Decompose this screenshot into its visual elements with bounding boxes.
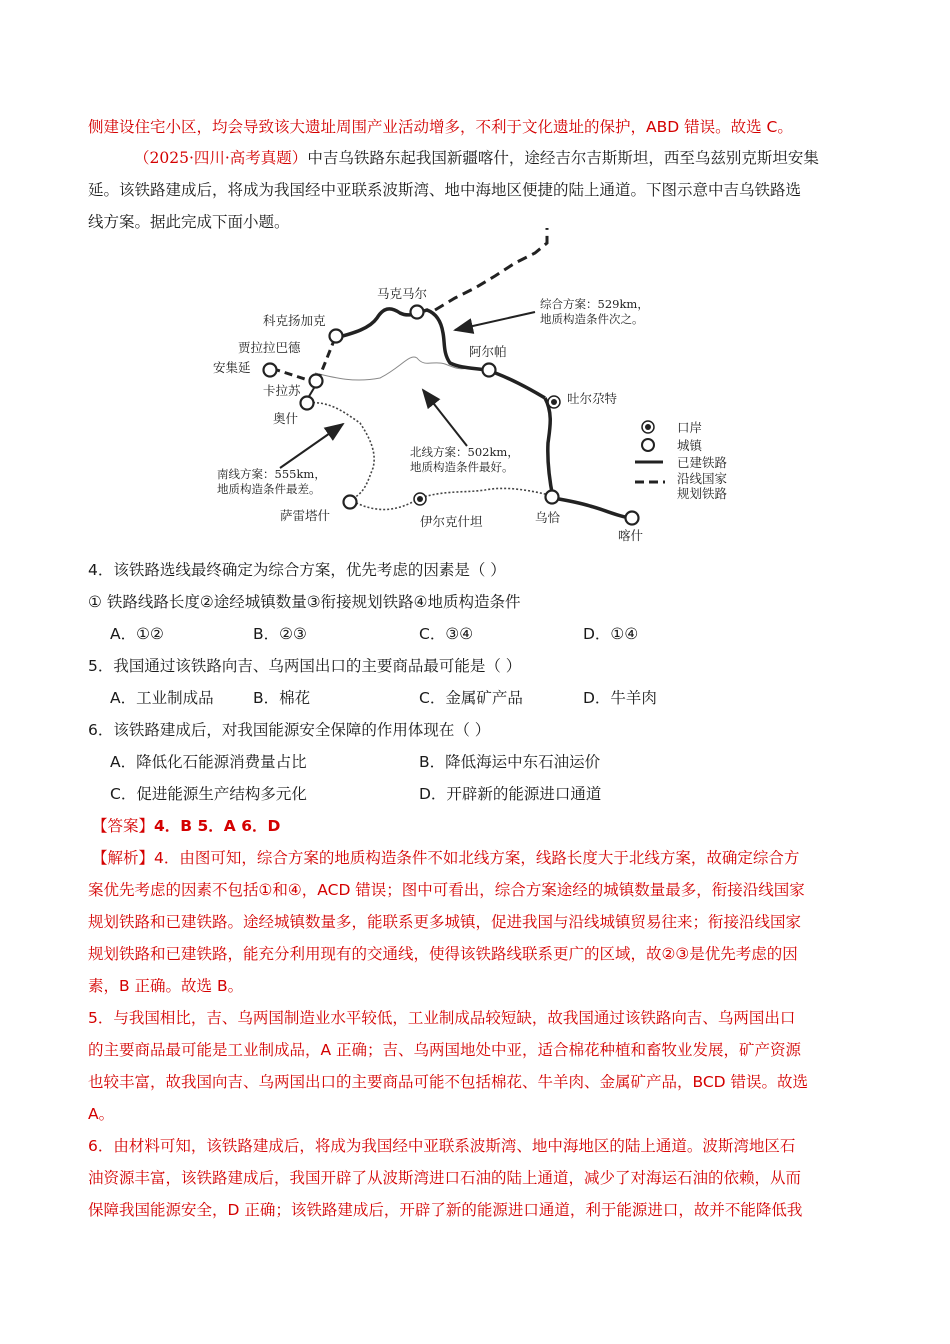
q6-option-d: D．开辟新的能源进口通道 xyxy=(419,785,602,803)
question-source: （2025·四川·高考真题） xyxy=(134,149,308,167)
label-makemaer: 马克马尔 xyxy=(377,286,428,301)
q5-option-d: D．牛羊肉 xyxy=(583,689,657,707)
city-wuqia xyxy=(546,491,559,504)
railway-route-map xyxy=(205,228,745,548)
answer-line xyxy=(92,815,872,837)
analysis-text-1: 4．由图可知，综合方案的地质构造条件不如北线方案，线路长度大于北线方案，故确定综合方 xyxy=(154,849,800,867)
city-aoshi xyxy=(301,397,314,410)
analysis-label: 【解析】 xyxy=(92,849,155,867)
legend-town-label: 城镇 xyxy=(677,438,703,453)
q4-option-b: B．②③ xyxy=(253,625,307,643)
q5-option-c: C．金属矿产品 xyxy=(419,689,523,707)
arrow-north xyxy=(423,390,467,446)
question-6-stem: 6．该铁路建成后，对我国能源安全保障的作用体现在（ ） xyxy=(88,721,491,739)
label-aerpa: 阿尔帕 xyxy=(469,344,507,359)
map-legend xyxy=(635,420,728,501)
analysis-line-3: 规划铁路和已建铁路。途经城镇数量多，能联系更多城镇，促进我国与沿线城镇贸易往来；衔接沿线国家 xyxy=(88,913,802,931)
legend-planned-label-1: 沿线国家 xyxy=(677,471,728,486)
answer-label: 【答案】 xyxy=(92,817,155,835)
city-kekeyangjiake xyxy=(330,330,343,343)
q4-option-a: A．①② xyxy=(110,625,164,643)
q6-option-b: B．降低海运中东石油运价 xyxy=(419,753,601,771)
analysis-line-1 xyxy=(92,847,872,869)
q5-option-b: B．棉花 xyxy=(253,689,311,707)
arrow-south xyxy=(280,424,343,468)
city-anjiyan xyxy=(264,364,277,377)
analysis-line-11: 油资源丰富，该铁路建成后，我国开辟了从波斯湾进口石油的陆上通道，减少了对海运石油的依赖，从而 xyxy=(88,1169,802,1187)
q4-option-c: C．③④ xyxy=(419,625,474,643)
label-saleitashi: 萨雷塔什 xyxy=(280,508,331,523)
country-border xyxy=(315,357,467,380)
q6-option-c: C．促进能源生产结构多元化 xyxy=(110,785,307,803)
answer-text: 4．B 5．A 6．D xyxy=(154,817,281,835)
intro-text-1: 中吉乌铁路东起我国新疆喀什，途经吉尔吉斯斯坦，西至乌兹别克斯坦安集 xyxy=(307,149,819,167)
previous-analysis-tail: 侧建设住宅小区，均会导致该大遗址周围产业活动增多，不利于文化遗址的保护，ABD 错误。故选 C。 xyxy=(88,118,793,136)
comprehensive-route xyxy=(335,309,545,398)
legend-town-icon xyxy=(642,439,654,451)
city-kashi xyxy=(626,512,639,525)
planned-railway-north xyxy=(435,228,547,310)
city-saleitashi xyxy=(344,496,357,509)
port-yierketan-icon xyxy=(414,493,426,505)
q6-option-a: A．降低化石能源消费量占比 xyxy=(110,753,307,771)
analysis-line-2: 案优先考虑的因素不包括①和④，ACD 错误；图中可看出，综合方案途经的城镇数量最多，衔接沿线国家 xyxy=(88,881,805,899)
label-aoshi: 奥什 xyxy=(273,411,299,426)
label-kekeyangjiake: 科克扬加克 xyxy=(263,313,326,328)
label-wuqia: 乌恰 xyxy=(535,510,561,525)
arrow-comprehensive xyxy=(455,312,535,330)
intro-line-2: 延。该铁路建成后，将成为我国经中亚联系波斯湾、地中海地区便捷的陆上通道。下图示意中吉乌铁路选 xyxy=(88,181,802,199)
question-4-stem: 4．该铁路选线最终确定为综合方案，优先考虑的因素是（ ） xyxy=(88,561,506,579)
analysis-line-5: 素，B 正确。故选 B。 xyxy=(88,977,244,995)
label-tuerduote: 吐尔尕特 xyxy=(567,391,618,406)
analysis-line-7: 的主要商品最可能是工业制成品，A 正确；吉、乌两国地处中亚，适合棉花种植和畜牧业发展，矿产资源 xyxy=(88,1041,802,1059)
label-jialalabade: 贾拉拉巴德 xyxy=(238,340,301,355)
note-south-length: 南线方案：555km， xyxy=(217,467,326,481)
q4-option-d: D．①④ xyxy=(583,625,639,643)
legend-port-icon xyxy=(642,421,654,433)
city-makemaer xyxy=(411,306,424,319)
analysis-line-12: 保障我国能源安全，D 正确；该铁路建成后，开辟了新的能源进口通道，利于能源进口，故并不能降低我 xyxy=(88,1201,803,1219)
note-north-length: 北线方案：502km， xyxy=(410,445,519,459)
label-anjiyan: 安集延 xyxy=(213,360,251,375)
legend-built-label: 已建铁路 xyxy=(677,455,728,470)
analysis-line-10: 6．由材料可知，该铁路建成后，将成为我国经中亚联系波斯湾、地中海地区的陆上通道。波斯湾地区石 xyxy=(88,1137,796,1155)
label-yierketan: 伊尔克什坦 xyxy=(420,514,483,529)
question-5-stem: 5．我国通过该铁路向吉、乌两国出口的主要商品最可能是（ ） xyxy=(88,657,522,675)
label-kashi: 喀什 xyxy=(618,528,644,543)
city-kalasu xyxy=(310,375,323,388)
analysis-line-4: 规划铁路和已建铁路，能充分利用现有的交通线，使得该铁路线联系更广的区域，故②③是优先考虑的因 xyxy=(88,945,798,963)
note-south-geology: 地质构造条件最差。 xyxy=(217,482,321,496)
label-kalasu: 卡拉苏 xyxy=(263,383,301,398)
intro-line-1 xyxy=(134,147,874,169)
analysis-line-6: 5．与我国相比，吉、乌两国制造业水平较低，工业制成品较短缺，故我国通过该铁路向吉、乌两国出口 xyxy=(88,1009,796,1027)
intro-line-3: 线方案。据此完成下面小题。 xyxy=(88,213,290,231)
note-comprehensive-geology: 地质构造条件次之。 xyxy=(540,312,644,326)
q5-option-a: A．工业制成品 xyxy=(110,689,214,707)
note-comprehensive-length: 综合方案：529km， xyxy=(540,297,649,311)
port-tuerduote-icon xyxy=(548,396,560,408)
analysis-line-9: A。 xyxy=(88,1105,115,1123)
analysis-line-8: 也较丰富，故我国向吉、乌两国出口的主要商品可能不包括棉花、牛羊肉、金属矿产品，BCD 错误。故选 xyxy=(88,1073,809,1091)
question-4-sub: ① 铁路线路长度②途经城镇数量③衔接规划铁路④地质构造条件 xyxy=(88,593,521,611)
note-north-geology: 地质构造条件最好。 xyxy=(410,460,514,474)
legend-port-label: 口岸 xyxy=(677,420,703,435)
legend-planned-label-2: 规划铁路 xyxy=(677,486,728,501)
city-aerpa xyxy=(483,364,496,377)
